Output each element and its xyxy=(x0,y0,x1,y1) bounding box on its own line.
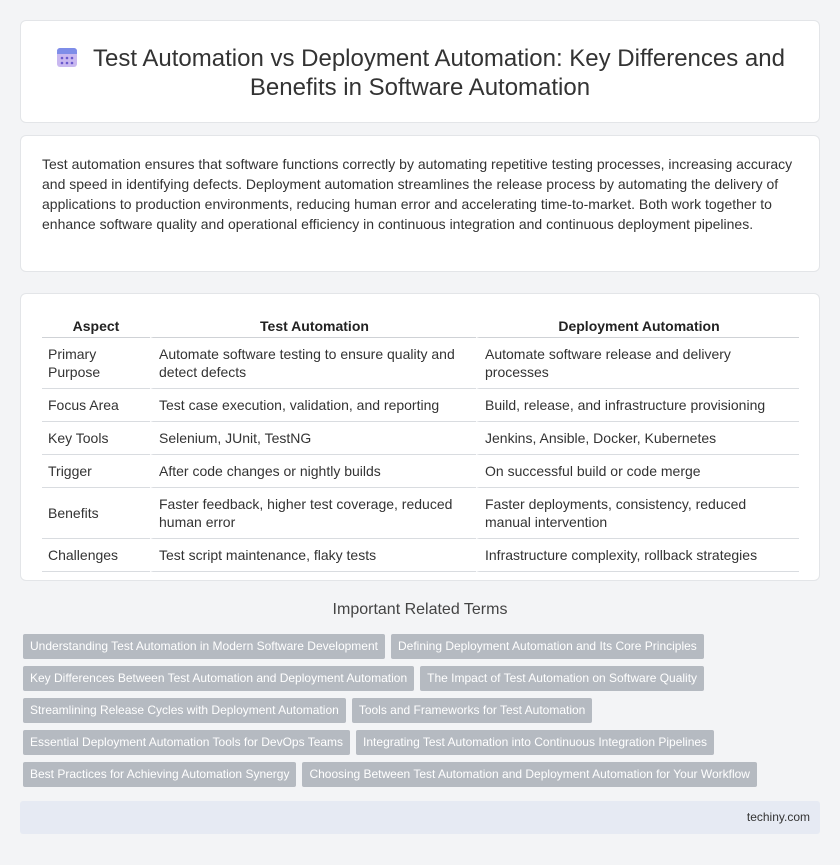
related-term-tag[interactable]: Tools and Frameworks for Test Automation xyxy=(352,698,593,723)
related-term-tag[interactable]: Understanding Test Automation in Modern Software Development xyxy=(23,634,385,659)
related-term-tag[interactable]: Defining Deployment Automation and Its Core Principles xyxy=(391,634,704,659)
tag-row xyxy=(23,634,813,666)
page-title: Test Automation vs Deployment Automation: Key Differences and Benefits in Software Automation xyxy=(93,45,785,101)
intro-paragraph: Test automation ensures that software functions correctly by automating repetitive testing processes, increasing accuracy and speed in identifying defects. Deployment automation streamlines the release process by automating the delivery of applications to production environments, reducing human error and accelerating time-to-market. Both work together to enhance software quality and operational efficiency in continuous integration and continuous deployment pipelines. xyxy=(42,156,793,232)
tag-row xyxy=(23,762,813,794)
table-row xyxy=(42,338,799,389)
footer-site-link[interactable]: techiny.com xyxy=(746,810,810,824)
table-cell: Focus Area xyxy=(42,389,150,422)
related-term-tag[interactable]: Best Practices for Achieving Automation Synergy xyxy=(23,762,296,787)
table-cell: Trigger xyxy=(42,455,150,488)
column-header-aspect: Aspect xyxy=(42,311,150,338)
table-cell: Automate software testing to ensure quality and detect defects xyxy=(150,338,476,389)
table-row xyxy=(42,455,799,488)
tag-row xyxy=(23,698,813,730)
related-terms-heading: Important Related Terms xyxy=(332,601,508,618)
table-header-row xyxy=(42,311,799,338)
table-cell: Primary Purpose xyxy=(42,338,150,389)
intro-card xyxy=(20,135,820,272)
table-cell: Build, release, and infrastructure provisioning xyxy=(476,389,799,422)
table-row xyxy=(42,488,799,539)
table-cell: On successful build or code merge xyxy=(476,455,799,488)
table-row xyxy=(42,422,799,455)
table-cell: Benefits xyxy=(42,488,150,539)
table-cell: Selenium, JUnit, TestNG xyxy=(150,422,476,455)
related-term-tag[interactable]: Integrating Test Automation into Continuous Integration Pipelines xyxy=(356,730,714,755)
calendar-icon xyxy=(55,45,79,69)
table-cell: Test script maintenance, flaky tests xyxy=(150,539,476,572)
table-cell: After code changes or nightly builds xyxy=(150,455,476,488)
table-row xyxy=(42,539,799,572)
related-term-tag[interactable]: Essential Deployment Automation Tools for DevOps Teams xyxy=(23,730,350,755)
comparison-table xyxy=(42,311,799,572)
tag-row xyxy=(23,730,813,762)
table-cell: Key Tools xyxy=(42,422,150,455)
table-row xyxy=(42,389,799,422)
table-cell: Challenges xyxy=(42,539,150,572)
related-term-tag[interactable]: Key Differences Between Test Automation and Deployment Automation xyxy=(23,666,414,691)
column-header-test-automation: Test Automation xyxy=(150,311,476,338)
table-cell: Faster deployments, consistency, reduced manual intervention xyxy=(476,488,799,539)
table-cell: Automate software release and delivery processes xyxy=(476,338,799,389)
related-term-tag[interactable]: Choosing Between Test Automation and Deployment Automation for Your Workflow xyxy=(302,762,756,787)
table-cell: Jenkins, Ansible, Docker, Kubernetes xyxy=(476,422,799,455)
page-title-wrap xyxy=(21,44,819,102)
footer-bar xyxy=(20,801,820,834)
table-cell: Test case execution, validation, and reporting xyxy=(150,389,476,422)
column-header-deployment-automation: Deployment Automation xyxy=(476,311,799,338)
header-card xyxy=(20,20,820,123)
related-terms-list xyxy=(23,634,813,794)
table-cell: Infrastructure complexity, rollback strategies xyxy=(476,539,799,572)
table-cell: Faster feedback, higher test coverage, reduced human error xyxy=(150,488,476,539)
comparison-table-card xyxy=(20,293,820,581)
related-term-tag[interactable]: The Impact of Test Automation on Software Quality xyxy=(420,666,704,691)
tag-row xyxy=(23,666,813,698)
related-term-tag[interactable]: Streamlining Release Cycles with Deployment Automation xyxy=(23,698,346,723)
